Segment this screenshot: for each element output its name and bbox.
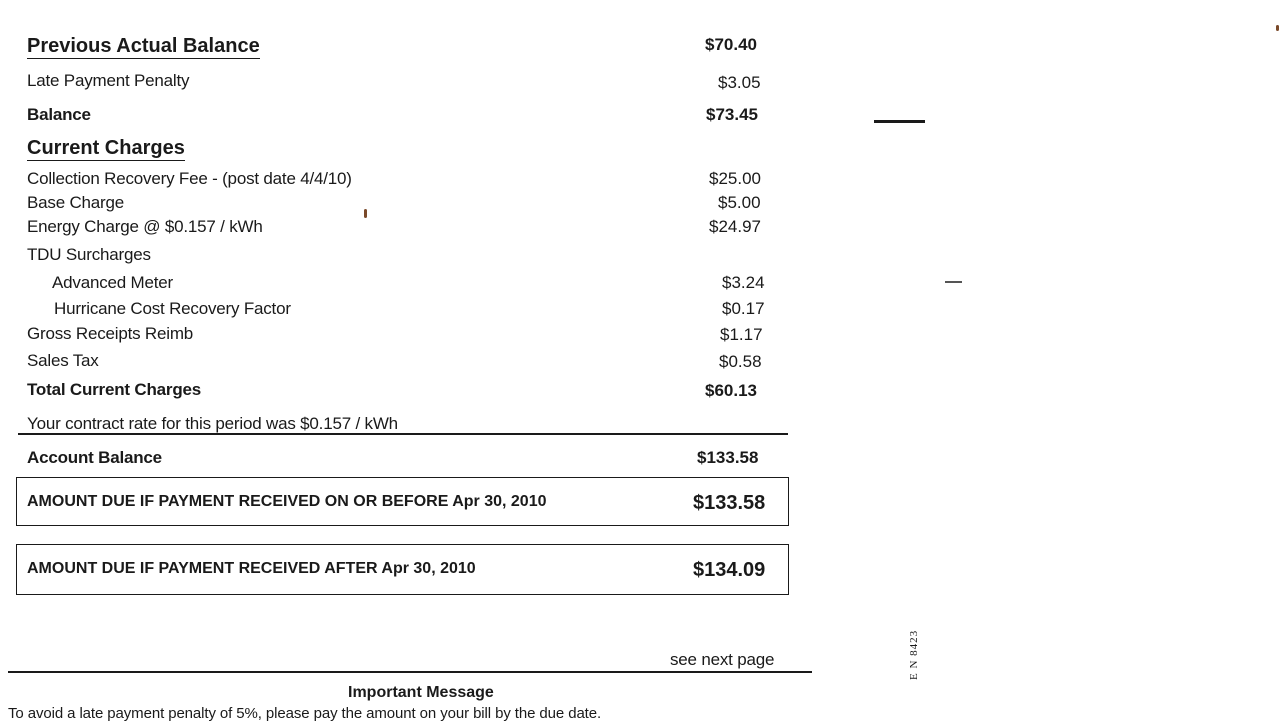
charge-amount: $3.24 xyxy=(722,273,765,292)
account-balance-label: Account Balance xyxy=(27,448,162,467)
side-code: E N 8423 xyxy=(908,629,920,680)
late-penalty-label: Late Payment Penalty xyxy=(27,71,190,90)
amount-due-before-label: AMOUNT DUE IF PAYMENT RECEIVED ON OR BEFORE Apr 30, 2010 xyxy=(27,493,547,510)
margin-mark xyxy=(874,120,925,123)
charge-amount: $0.17 xyxy=(722,299,765,318)
important-message-heading: Important Message xyxy=(348,684,494,701)
previous-balance-amount: $70.40 xyxy=(705,35,757,54)
charge-amount: $1.17 xyxy=(720,325,763,344)
current-charges-heading: Current Charges xyxy=(27,137,185,159)
charge-label: Collection Recovery Fee - (post date 4/4/10) xyxy=(27,169,352,188)
speck-mark xyxy=(364,209,367,218)
account-balance-amount: $133.58 xyxy=(697,448,759,467)
amount-due-after-amount: $134.09 xyxy=(693,559,766,581)
late-penalty-amount: $3.05 xyxy=(718,73,761,92)
speck-mark xyxy=(1276,25,1279,31)
amount-due-before-box xyxy=(16,477,789,526)
total-current-label: Total Current Charges xyxy=(27,380,202,399)
charge-label: Advanced Meter xyxy=(52,273,173,292)
divider xyxy=(18,433,788,435)
amount-due-before-amount: $133.58 xyxy=(693,492,766,514)
charge-amount: $0.58 xyxy=(719,352,762,371)
margin-mark xyxy=(945,281,962,283)
see-next-page: see next page xyxy=(670,650,775,669)
balance-label: Balance xyxy=(27,105,91,124)
charge-label: Base Charge xyxy=(27,193,125,212)
charge-label: Gross Receipts Reimb xyxy=(27,324,194,343)
charge-label: Energy Charge @ $0.157 / kWh xyxy=(27,217,263,236)
balance-amount: $73.45 xyxy=(706,105,758,124)
charge-amount: $24.97 xyxy=(709,217,761,236)
contract-rate-note: Your contract rate for this period was $0.157 / kWh xyxy=(27,414,398,433)
charge-label: TDU Surcharges xyxy=(27,245,151,264)
total-current-amount: $60.13 xyxy=(705,381,757,400)
charge-amount: $5.00 xyxy=(718,193,761,212)
important-message-text: To avoid a late payment penalty of 5%, please pay the amount on your bill by the due date. xyxy=(8,705,602,722)
amount-due-after-label: AMOUNT DUE IF PAYMENT RECEIVED AFTER Apr 30, 2010 xyxy=(27,560,476,577)
previous-balance-heading: Previous Actual Balance xyxy=(27,35,260,57)
charge-label: Hurricane Cost Recovery Factor xyxy=(54,299,291,318)
charge-label: Sales Tax xyxy=(27,351,99,370)
amount-due-after-box xyxy=(16,544,789,595)
divider xyxy=(8,671,812,673)
charge-amount: $25.00 xyxy=(709,169,761,188)
